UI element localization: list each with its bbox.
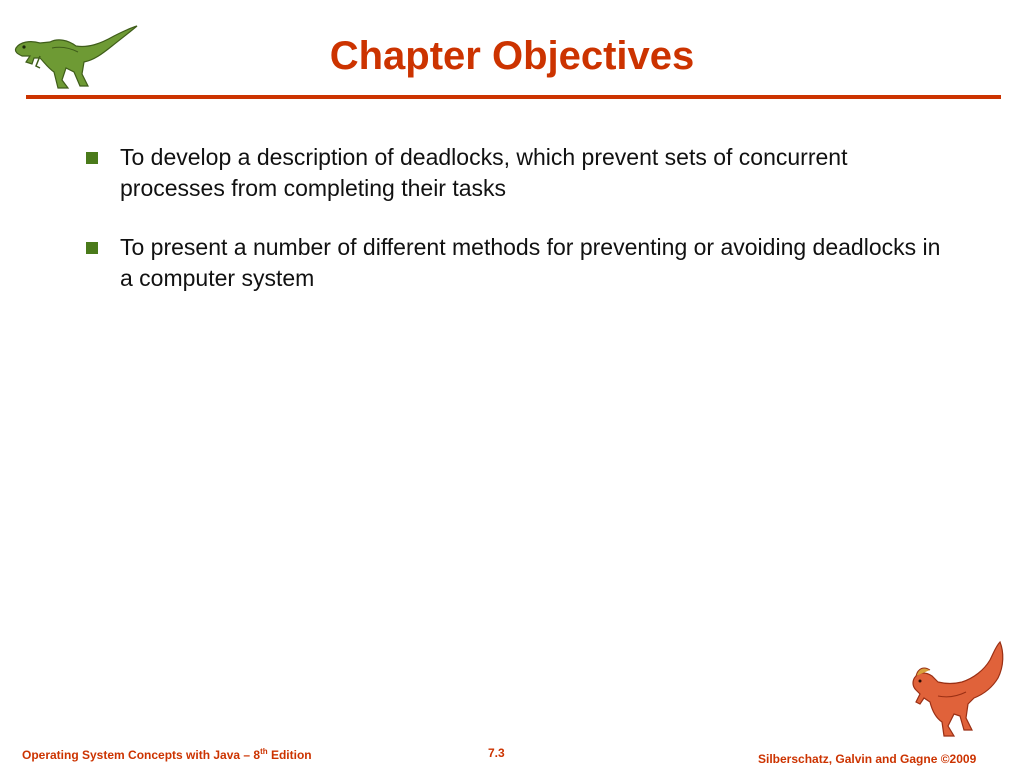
- square-bullet-icon: [86, 242, 98, 254]
- footer-page-number: 7.3: [488, 746, 505, 760]
- red-dinosaur-icon: [908, 638, 1008, 743]
- list-item: [86, 142, 946, 204]
- list-item: [86, 232, 946, 294]
- title-divider: [26, 95, 1001, 99]
- bullet-text: To develop a description of deadlocks, which prevent sets of concurrent processes from completing their tasks: [120, 144, 848, 201]
- footer-copyright: Silberschatz, Galvin and Gagne ©2009: [758, 752, 977, 766]
- bullet-text: To present a number of different methods for preventing or avoiding deadlocks in a computer system: [120, 234, 941, 291]
- page-title: Chapter Objectives: [329, 34, 695, 78]
- green-dinosaur-icon: [10, 18, 140, 93]
- bullet-list: [86, 142, 946, 322]
- footer-book-title: Operating System Concepts with Java – 8th Edition: [22, 747, 312, 762]
- square-bullet-icon: [86, 152, 98, 164]
